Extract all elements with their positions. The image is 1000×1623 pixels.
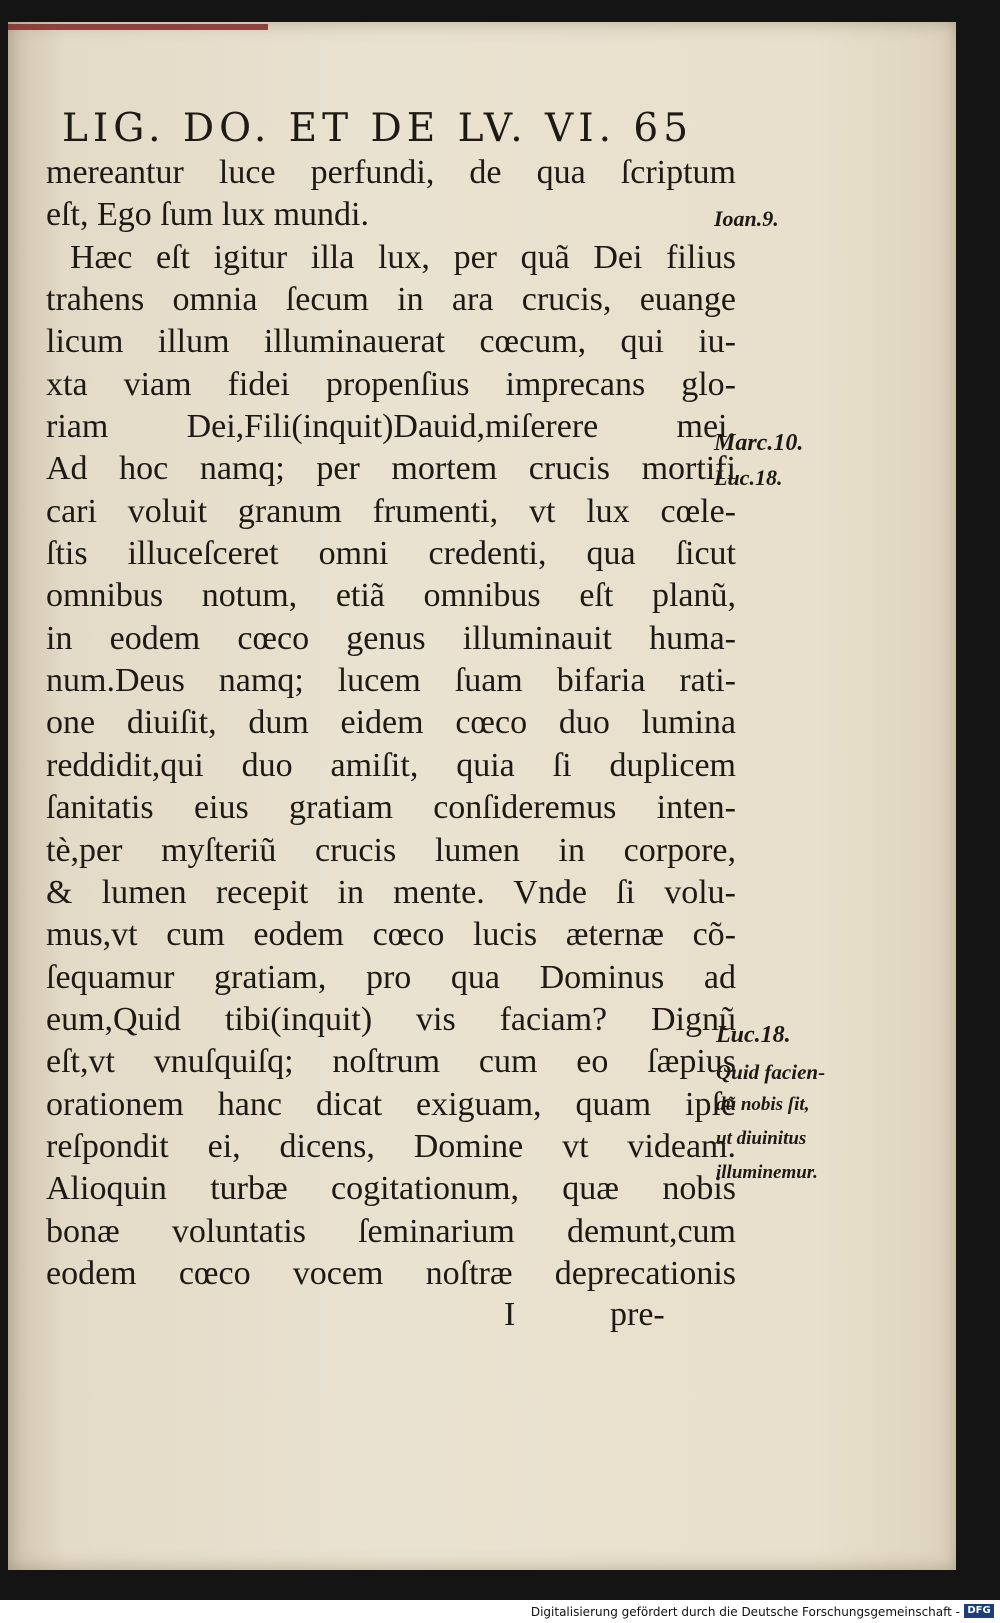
text-line: eodem cœco vocem noſtræ deprecationis: [46, 1254, 736, 1292]
body-text: [46, 152, 736, 1295]
text-line: riam Dei,Fili(inquit)Dauid,miſerere mei.: [46, 408, 736, 446]
text-line: omnibus notum, etiã omnibus eſt planũ,: [46, 577, 736, 615]
text-line: Hæc eſt igitur illa lux, per quã Dei filius: [70, 238, 736, 276]
text-line: bonæ voluntatis ſeminarium demunt,cum: [46, 1212, 736, 1250]
footer-credit: Digitalisierung gefördert durch die Deutsche Forschungsgemeinschaft -: [530, 1605, 960, 1619]
margin-note-luc-2: Luc.18.: [716, 1022, 791, 1048]
text-line: tè,per myſteriũ crucis lumen in corpore,: [46, 831, 736, 869]
text-line: xta viam fidei propenſius imprecans glo-: [46, 365, 736, 403]
text-line: ſanitatis eius gratiam conſideremus inten-: [46, 789, 736, 827]
text-line: in eodem cœco genus illuminauit huma-: [46, 619, 736, 657]
signature-mark: I: [504, 1296, 516, 1333]
margin-gloss-line: illuminemur.: [716, 1162, 818, 1183]
margin-note-ioan: Ioan.9.: [714, 206, 779, 231]
text-line: licum illum illuminauerat cœcum, qui iu-: [46, 323, 736, 361]
text-line: reddidit,qui duo amiſit, quia ſi duplicem: [46, 746, 736, 784]
text-line: orationem hanc dicat exiguam, quam ipſe: [46, 1085, 736, 1123]
text-line: trahens omnia ſecum in ara crucis, euange: [46, 281, 736, 319]
text-line: eſt, Ego ſum lux mundi.: [46, 196, 369, 234]
text-line: cari voluit granum frumenti, vt lux cœle-: [46, 492, 736, 530]
text-line: mus,vt cum eodem cœco lucis æternæ cõ-: [46, 916, 736, 954]
text-line: ſequamur gratiam, pro qua Dominus ad: [46, 958, 736, 996]
text-line: ſtis illuceſceret omni credenti, qua ſicut: [46, 535, 736, 573]
margin-gloss-line: dũ nobis ſit,: [716, 1094, 810, 1115]
margin-note-marc: Marc.10.: [714, 430, 804, 456]
text-line: Alioquin turbæ cogitationum, quæ nobis: [46, 1170, 736, 1208]
text-line: & lumen recepit in mente. Vnde ſi volu-: [46, 873, 736, 911]
text-line: one diuiſit, dum eidem cœco duo lumina: [46, 704, 736, 742]
text-line: num.Deus namq; lucem ſuam bifaria rati-: [46, 662, 736, 700]
dfg-logo-icon: DFG: [964, 1604, 994, 1618]
text-line: reſpondit ei, dicens, Domine vt videam.: [46, 1127, 736, 1165]
margin-gloss-line: ut diuinitus: [716, 1128, 807, 1149]
text-line: Ad hoc namq; per mortem crucis mortifi: [46, 450, 736, 488]
catchword: pre-: [610, 1296, 665, 1333]
text-line: eum,Quid tibi(inquit) vis faciam? Dignũ: [46, 1000, 736, 1038]
margin-gloss-line: Quid facien-: [716, 1060, 826, 1084]
margin-note-luc-1: Luc.18.: [714, 465, 783, 490]
text-line: eſt,vt vnuſquiſq; noſtrum cum eo ſæpius: [46, 1043, 736, 1081]
page-edge-stain: [8, 24, 268, 30]
text-line: mereantur luce perfundi, de qua ſcriptum: [46, 154, 736, 191]
running-head: LIG. DO. ET DE LV. VI. 65: [62, 106, 694, 151]
